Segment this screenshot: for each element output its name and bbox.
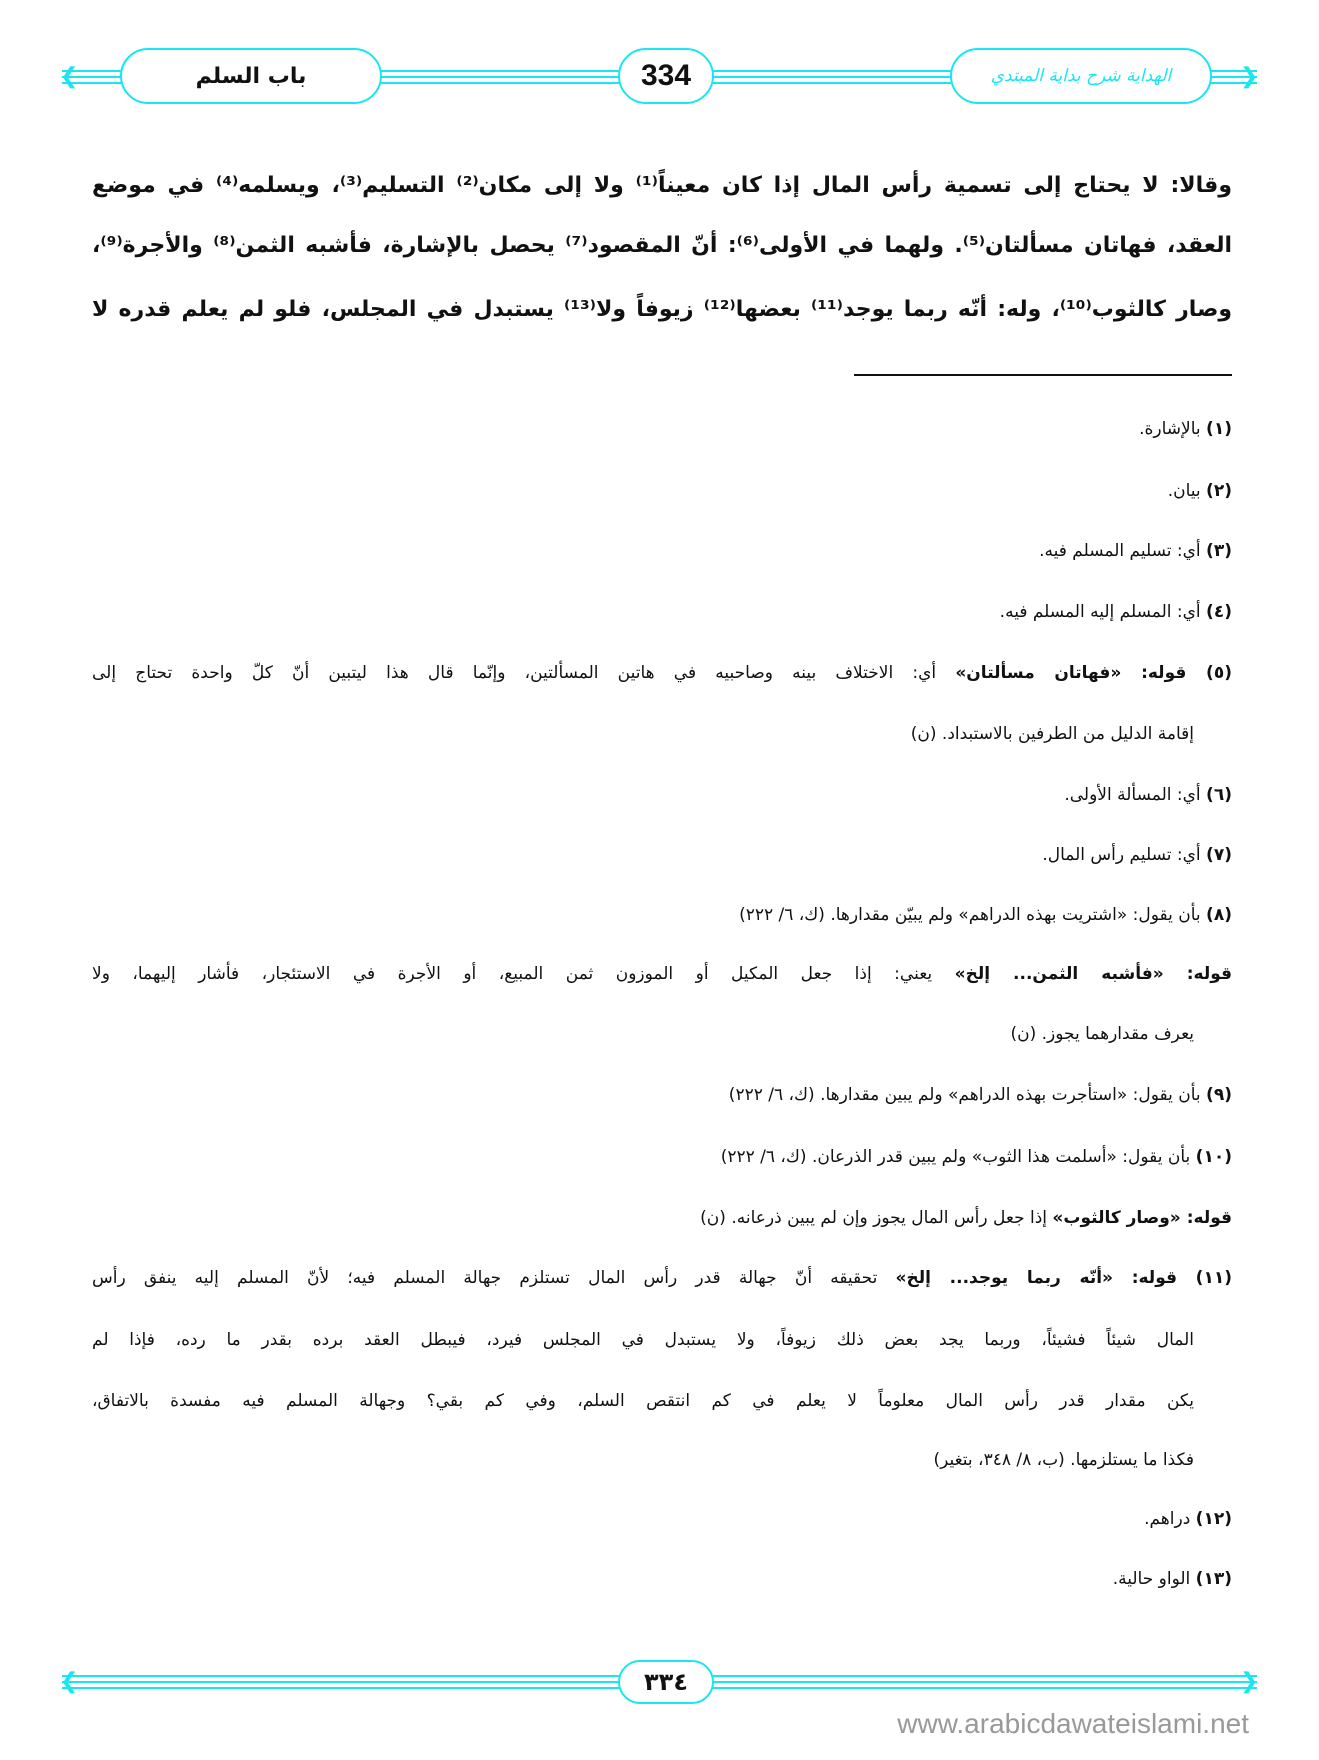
footnote-line xyxy=(92,1508,1232,1530)
page-number-pill xyxy=(618,48,714,104)
footnote-lead: (١) xyxy=(1206,419,1232,439)
footnote-text: يكن مقدار قدر رأس المال معلوماً لا يعلم في كم انتقص السلم، وفي كم بقي؟ وجهالة المسلم فيه مفسدة بالاتفاق، xyxy=(92,1391,1194,1411)
footnote-text: أي: تسليم رأس المال. xyxy=(1042,845,1207,865)
footnote-line xyxy=(92,1390,1194,1412)
chapter-title: باب السلم xyxy=(195,63,307,89)
footnote-lead: قوله: «فأشبه الثمن... إلخ» xyxy=(954,964,1232,984)
footnote-separator xyxy=(854,374,1232,376)
main-text-line: وصار كالثوب⁽¹⁰⁾، وله: أنّه ربما يوجد⁽¹¹⁾ بعضها⁽¹²⁾ زيوفاً ولا⁽¹³⁾ يستبدل في المجلس، فلو لم يعلم قدره لا xyxy=(92,297,1232,322)
footnote-line xyxy=(92,723,1194,745)
footnote-line xyxy=(92,1023,1194,1045)
footnote-text: بيان. xyxy=(1167,481,1207,501)
footnote-line xyxy=(92,480,1232,502)
footnote-line xyxy=(92,1267,1232,1289)
footnote-text: إذا جعل رأس المال يجوز وإن لم يبين ذرعانه. (ن) xyxy=(700,1208,1053,1228)
footnote-text: بأن يقول: «استأجرت بهذه الدراهم» ولم يبين مقدارها. (ك، ٦/ ٢٢٢) xyxy=(728,1085,1207,1105)
footer-page-number-pill xyxy=(618,1660,714,1704)
footnote-line xyxy=(92,1568,1232,1590)
footnote-text: إقامة الدليل من الطرفين بالاستبداد. (ن) xyxy=(910,724,1194,744)
footnote-text: بالإشارة. xyxy=(1139,419,1207,439)
footnote-lead: (٤) xyxy=(1206,602,1232,622)
footnote-line xyxy=(92,418,1232,440)
footnote-lead: (١٣) xyxy=(1195,1569,1232,1589)
footnote-line xyxy=(92,662,1232,684)
book-title-pill xyxy=(950,48,1212,104)
footnote-line xyxy=(92,540,1232,562)
footnote-line xyxy=(92,1449,1194,1471)
footnote-text: بأن يقول: «اشتريت بهذه الدراهم» ولم يبيّن مقدارها. (ك، ٦/ ٢٢٢) xyxy=(739,905,1207,925)
footnote-text: يعني: إذا جعل المكيل أو الموزون ثمن المبيع، أو الأجرة في الاستئجار، فأشار إليهما، ولا xyxy=(92,964,955,984)
main-text-line: وقالا: لا يحتاج إلى تسمية رأس المال إذا كان معيناً⁽¹⁾ ولا إلى مكان⁽²⁾ التسليم⁽³⁾، ويسلمه⁽⁴⁾ في موضع xyxy=(92,173,1232,198)
footnote-text: دراهم. xyxy=(1144,1509,1196,1529)
footnote-lead: (٣) xyxy=(1206,541,1232,561)
footnote-line xyxy=(92,1329,1194,1351)
footnote-text: أي: المسألة الأولى. xyxy=(1064,785,1207,805)
footnote-lead: (١١) قوله: «أنّه ربما يوجد... إلخ» xyxy=(895,1268,1232,1288)
footnote-line xyxy=(92,784,1232,806)
main-text-line: العقد، فهاتان مسألتان⁽⁵⁾. ولهما في الأولى⁽⁶⁾: أنّ المقصود⁽⁷⁾ يحصل بالإشارة، فأشبه الثمن⁽⁸⁾ والأجرة⁽⁹⁾، xyxy=(92,233,1232,258)
footnote-line xyxy=(92,1084,1232,1106)
ornament-icon: ❯ xyxy=(1240,1669,1259,1694)
footnote-lead: (٧) xyxy=(1206,845,1232,865)
website-url[interactable]: www.arabicdawateislami.net xyxy=(897,1708,1249,1739)
footnote-text: أي: تسليم المسلم فيه. xyxy=(1039,541,1207,561)
chapter-title-pill xyxy=(120,48,382,104)
footnote-lead: (٨) xyxy=(1206,905,1232,925)
ornament-icon: ❯ xyxy=(1240,64,1259,89)
footnote-line xyxy=(92,1146,1232,1168)
footnote-line xyxy=(92,963,1232,985)
footnote-lead: (٥) قوله: «فهاتان مسألتان» xyxy=(955,663,1232,683)
footnote-text: أي: المسلم إليه المسلم فيه. xyxy=(999,602,1207,622)
book-title-logo: الهداية شرح بداية المبتدي xyxy=(990,66,1172,86)
page-number: 334 xyxy=(640,59,692,92)
footnote-lead: (١٠) xyxy=(1195,1147,1232,1167)
footnote-text: أي: الاختلاف بينه وصاحبيه في هاتين المسألتين، وإنّما قال هذا ليتبين أنّ كلّ واحدة تحتاج إلى xyxy=(92,663,956,683)
ornament-icon: ❮ xyxy=(60,64,79,89)
footnote-lead: (٩) xyxy=(1206,1085,1232,1105)
footnote-lead: (٢) xyxy=(1206,481,1232,501)
footer-page-number: ٣٣٤ xyxy=(644,1668,688,1696)
footnote-line xyxy=(92,1207,1232,1229)
footnote-text: الواو حالية. xyxy=(1112,1569,1196,1589)
footnote-line xyxy=(92,601,1232,623)
footnote-lead: قوله: «وصار كالثوب» xyxy=(1052,1208,1232,1228)
footnote-text: يعرف مقدارهما يجوز. (ن) xyxy=(1010,1024,1194,1044)
footnote-text: تحقيقه أنّ جهالة قدر رأس المال تستلزم جهالة المسلم فيه؛ لأنّ المسلم إليه ينفق رأس xyxy=(92,1268,896,1288)
footnote-lead: (١٢) xyxy=(1195,1509,1232,1529)
footnote-text: بأن يقول: «أسلمت هذا الثوب» ولم يبين قدر الذرعان. (ك، ٦/ ٢٢٢) xyxy=(720,1147,1196,1167)
footnote-lead: (٦) xyxy=(1206,785,1232,805)
footnote-line xyxy=(92,844,1232,866)
footnote-text: المال شيئاً فشيئاً، وربما يجد بعض ذلك زيوفاً، ولا يستبدل في المجلس فيرد، فيبطل العقد برده بقدر ما رده، فإذا لم xyxy=(92,1330,1194,1350)
footnote-line xyxy=(92,904,1232,926)
ornament-icon: ❮ xyxy=(60,1669,79,1694)
footnote-text: فكذا ما يستلزمها. (ب، ٨/ ٣٤٨، بتغير) xyxy=(933,1450,1194,1470)
